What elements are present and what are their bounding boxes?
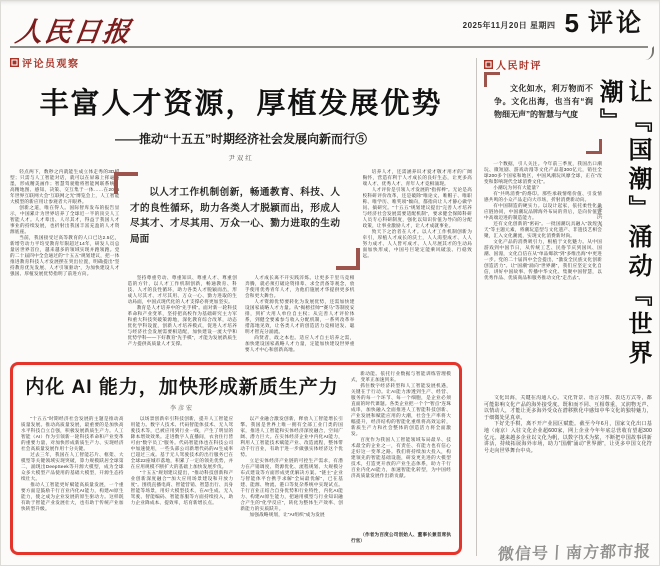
- paragraph: 文化产品的消费吸引力，根植于文化魅力。从中国游戏到中国节日，从传统工艺、民俗节庆到国风、国潮、国漫，文化自信在从“单品爆款”到“多维出海”中更进一步。党的二十届四中全会提出，“激发全民族文化创新创造活力”。让“国潮”涌向“世界潮”，我们应坚定文化自信，讲好中国故事、传播中华文化、集聚中国智慧，以优秀作品、优质商品和服务推动文化“走出去”。: [484, 239, 602, 280]
- pull-quote-text: 以人才工作机制创新，畅通教育、科技、人才的良性循环，助力各类人才脱颖而出，形成人尽其才、才尽其用、万众一心、勠力进取的生动局面: [130, 187, 340, 245]
- paragraph: 培养人才，还需涵养识才爱才敬才用才的广阔胸怀，营造有利于人才成长的良好生态，让更多高端人才、优秀人才、青年人才竞相涌现。: [362, 169, 472, 186]
- boxed-column-2: [131, 416, 234, 544]
- paragraph: 创新之道，唯在得人。国际智库发布的报告显示，中国累计为世界培养了全球近一半的顶尖人工智能人才。人才辈出、人尽其才，得益于我国人才事业的持续发展，也折射出我国丰富充盈的人才资源底座。: [10, 205, 120, 234]
- main-kicker: [10, 55, 472, 70]
- paragraph: 百度作为我国人工智能领域布局最早、技术最全的企业之一，有责任、有能力也有信心走好这一变革之路。我们将持续加大投入，构建领先的智能基础设施，研发更先进的大模型技术，打造更开放的产业生态体系，助力千行百业内化AI能力，加速智能化转型，为中国经济高质量发展作出新贡献。: [351, 437, 451, 478]
- side-author: 李洪兴: [595, 205, 601, 229]
- paragraph: 坚持尊重劳动、尊重知识、尊重人才、尊重创造的方针，以人才工作机制创新，畅通教育、科技、人才的良性循环，助力各类人才脱颖而出，形成人尽其才、才尽其用、万众一心、勠力进取的生动局面，中国式现代化的人才支撑必将更加坚实。: [127, 275, 237, 304]
- side-kicker-label: 人民时评: [496, 61, 542, 72]
- paragraph: 尚贤者，政之本也。适应人才自主培养之需，加快建设国家战略人才力量，定能加快建设世界重要人才中心和创新高地。: [245, 335, 355, 352]
- side-pull-quote-text: 文化如水，利万物而不争。文化出海，也当有“润物细无声”的智慧与气度: [494, 84, 593, 119]
- paragraph: 人才资源优势要转化为发展优势，还需加快建设国家战略人才力量。从“揭榜挂帅”“赛马”等制度安排，到扩大用人单位自主权；从完善人才评价体系，到健全要素参与收入分配机制，一系列改革举措落地见效，让各类人才的创造活力竞相迸发、聪明才智充分涌流。: [245, 299, 355, 334]
- paragraph: 小潮玩为何有大能量？: [493, 185, 542, 190]
- boxed-column-3: [240, 416, 343, 544]
- side-kicker: [484, 57, 652, 72]
- main-article: [10, 55, 472, 367]
- masthead-logo: 人民日报: [13, 17, 134, 48]
- paragraph: 以产业融合激发创新，释放人工智能增长引擎。我国是世界上唯一拥有全部工业门类的国家，推进人工智能和实体经济深度融合，空间广阔、潜力巨大。在实体经济企业中内化AI能力，利用人工智能技术赋能产业、改造流程，整体带动千行百业，有助于进一步做强实体经济这个优势。: [240, 416, 344, 457]
- boxed-article-left: [21, 370, 343, 546]
- paragraph: 下好先手棋，离不开产业园区赋能。截至今年6月，国家文化出口基地（南京）入驻文化企业超600家，网上企业今年年底总营收有望超300亿元。越来越多企业以文化为帆，以数字技术为桨，不断把中国故事讲新讲活，持续拓展海外市场，助力“国潮”涌动“世界潮”，让更多中国文化符号走向世界舞台中央。: [484, 421, 652, 454]
- paragraph: 抓住数字经济转型和人工智能发展机遇，关键在于行动。让AI能力渗透到生产、经营、服务的每一个环节、每一个细胞，是企业必须直面的时代课题。各类企业把一个个“智点”连珠成串，加快融入全面推进人工智能科技创新、产业发展和赋能应用的大潮，社会生产率将大幅提升，经济结构的智能化重组将高效运转，新质生产力和社会整体的创造活力将全面激发。: [351, 383, 451, 436]
- paragraph: 加强战略规划，让“AI组织”成为发展: [249, 512, 325, 517]
- main-article-body: [10, 169, 472, 367]
- paragraph: 有“共鸣消费”的烙印。那些承载情绪价值、引发情感共鸣的小众产品走向大市场，折射消费新动向。: [484, 191, 602, 202]
- side-column-narrow: [484, 161, 602, 389]
- paragraph: 有中国制造的硬实力。以设计起家，依托柔性化供应链协同，中国潮玩品牌海外布局的背后，是向价值链中高端迈进的制造能力。: [484, 203, 602, 220]
- main-column-1: [10, 169, 120, 367]
- boxed-headline: 内化 AI 能力，加快形成新质生产力: [25, 377, 339, 398]
- main-author: 尹双红: [228, 155, 254, 162]
- paragraph: 推动人工智能更好赋能高质量发展，一个重要方面是鼓励千行百业内化AI能力，构建AI原生能力，使之成为企业发展的原生驱动力。这样既有助于智能产业发展壮大，也有助于传统产业加快转型升级。: [21, 482, 124, 511]
- masthead-info: [462, 8, 644, 39]
- paragraph: 以场景创新牵引科技创新，提升人工智能应用能力。数字人技术、代码智能体技术、无人驾驶技术等，已被应用到行业一线，产生了明显的降本增效效果。走进数字人直播间，衣食住行皆可由“数字员工”服务。代码智能体也在科技公司中加速使用，一些头部公司新增代码的AI生成率已超过三成。基于无人驾驶技术的出行服务已在全球22座城市落地，积累了一定的领先优势，并在应用规模不断扩大的基础上加快发展步伐。: [130, 416, 234, 469]
- paragraph: 还有文化创新的“密码”。一批国潮玩具融入“敦煌飞天”等主题元素，将潮玩造型与文化遗产、非遗技艺相会聚，汇入文化潮流，实现文化消费新时尚。: [484, 221, 602, 238]
- main-headline: 丰富人才资源，厚植发展优势: [39, 88, 443, 120]
- main-kicker-label: 评论员观察: [22, 59, 80, 70]
- paragraph: 人才成长离不开实践淬炼。让更多千里马竞相奔腾，就必须打破论资排辈、求全责备等观念，放手使用优秀青年人才，为他们施展才华提供更多机会和更大舞台。: [245, 275, 355, 298]
- main-column-4: [363, 169, 473, 367]
- section-mark-icon: [10, 58, 19, 67]
- column-divider: [476, 58, 477, 556]
- pull-quote-box: [114, 172, 360, 270]
- boxed-column-1: [21, 416, 124, 544]
- author-footnote: （作者为百度公司创始人、董事长兼首席执行官）: [351, 532, 451, 543]
- paragraph: 文化出海，关键在沟通人心。文化背景、语言习惯、表达方式等，都可能影响文化产品的海外接受度。既和而不同、互相尊重，又润物无声、以情动人，才能让更多海外受众在潜移默化中感知中华文化的独特魅力，于细微处见真章。: [484, 395, 652, 421]
- paragraph: 当前，我国接受过高等教育的人口已达2.5亿，新增劳动力平均受教育年限超过14年，研发人员总量居世界首位，越来越多的领域实现并跑领跑。党的二十届四中全会通过的“十五五”规划建议，把一体推进教育科技人才发展摆在突出位置，明确提出“坚持教育优先发展、人才引领驱动”，为加快建设人才强国、厚植发展优势指明了前进方向。: [10, 235, 120, 276]
- boxed-columns: [21, 416, 343, 544]
- side-vertical-headline: 让﹃国潮﹄涌动﹃世界潮﹄: [595, 79, 651, 369]
- side-pull-quote-box: [484, 72, 602, 154]
- paragraph: “十五五”规划建议提出，“推动科技创新和产业创新深度融合”“加大应用场景建设和开放力度”。围绕直播电商、智能营销、智慧出行、具身智能等场景，用好大模型技术，在AI生成、无人驾驶、智能编码、智能客服等方面持续投入，助力企业降成本、提效率，培育新增长点。: [130, 470, 234, 505]
- wechat-watermark: 微信号丨南方都市报: [497, 541, 652, 564]
- main-subtitle: ——推动“十五五”时期经济社会发展向新而行⑤: [114, 132, 367, 146]
- section-title: 评论: [587, 9, 644, 37]
- paragraph: 新动能。依托行业数据与智能训练管理模式，变革正加速到来。: [351, 371, 451, 382]
- issue-date: 2025年11月20日 星期四: [462, 21, 556, 31]
- masthead-rule: [10, 46, 648, 48]
- paragraph: 人才评价是引领人才发展的“指挥棒”。无论是高校科研评价改革，还是破除“唯论文、唯帽子、唯职称、唯学历、唯奖项”倾向，都指向让人才静心做学问、搞研究。“十五五”规划建议提出“完善人才培养与经济社会发展需要适配机制”，要求健全保障科研人员专心科研制度，强化以知识价值为导向的分配政策，让事业激励人才，让人才成就事业。: [362, 187, 472, 228]
- paragraph: 过去三年，我国在人工智能芯片、框架、大模型等关键领域实现突破，算力规模跃居全球第二，涌现出DeepSeek等开源大模型，成为全球众多大模型产品使用的基础大模型，开源生态持续壮大。: [21, 452, 124, 481]
- section-mark-icon: [484, 60, 493, 69]
- boxed-article: [10, 362, 462, 555]
- paragraph: 轻点两下，数秒之内就能生成立体走秀的3D模型；只需与人工智能对话，就可以在屏幕上挥毫泼墨，形成精美画作；智慧驾驶舱将智能网联系统、高精地图、感知、决策、交互集于一体……在2025年世界互联网大会“互联网之光”博览会上，人工智能大模型的新应用让参观者大开眼界。: [10, 169, 120, 204]
- paragraph: “十五五”时期经济社会发展的主题是推动高质量发展。推动高质量发展，最重要的是加快高水平科技自立自强，积极发展新质生产力。人工智能（AI）作为引领新一轮科技革命和产业变革的重要力量，对加快形成新质生产力、实现经济社会高质量发展作用十分关键。: [21, 416, 124, 451]
- quote-bracket-bottom-icon: [336, 248, 360, 270]
- paragraph: 一个数据，引人关注。今年前三季度，我国出口潮玩、微短剧、游戏动漫等文化产品超300亿元，销往全球200多个国家和地区，中国风潮玩风靡全球，正在“改变和影响现代全球消费文化”。: [484, 161, 602, 184]
- page-number: 5: [564, 8, 579, 39]
- paragraph: 立足实体经济产业链的可控生产需求，有潜力在产销调度、资源优化、流程规划、大规模分布式建设等方面形成更优解决方案。“链主”企业与智能体平台携手求解“全局最优解”，已在基建、能源、物流、港口等复杂系统中实现试点。千行百业正结合自身优势和行业特性，内化AI能力、构建AI原生能力，把通用模型与行业知识融合产生的“化学反应”，转化为整体生产效率、创新能力的实质跃升。: [240, 458, 344, 511]
- boxed-column-4: [351, 370, 451, 546]
- side-article: [484, 57, 652, 557]
- paragraph: 致天下之治者在人才。以人才工作机制创新为牵引，厚植人才成长的沃土，人人渴望成才、人人努力成才、人人皆可成才、人人尽展其才的生动局面加快形成，中国号巨轮定能乘风破浪、行稳致远。: [362, 229, 472, 258]
- boxed-author: 李彦宏: [169, 406, 194, 412]
- paragraph: 教育是人才培养中的“先手棋”。面对新一轮科技革命和产业变革，坚持把高校作为基础研究主力军和重大科技突破策源地，深化教育综合改革，动态优化学科设置，创新人才培养模式，促进人才培养与经济社会发展需要相适配，加快建设一流大学和优势学科——下好教育“先手棋”，才能为发展新质生产力提供高质量人才支撑。: [127, 305, 237, 346]
